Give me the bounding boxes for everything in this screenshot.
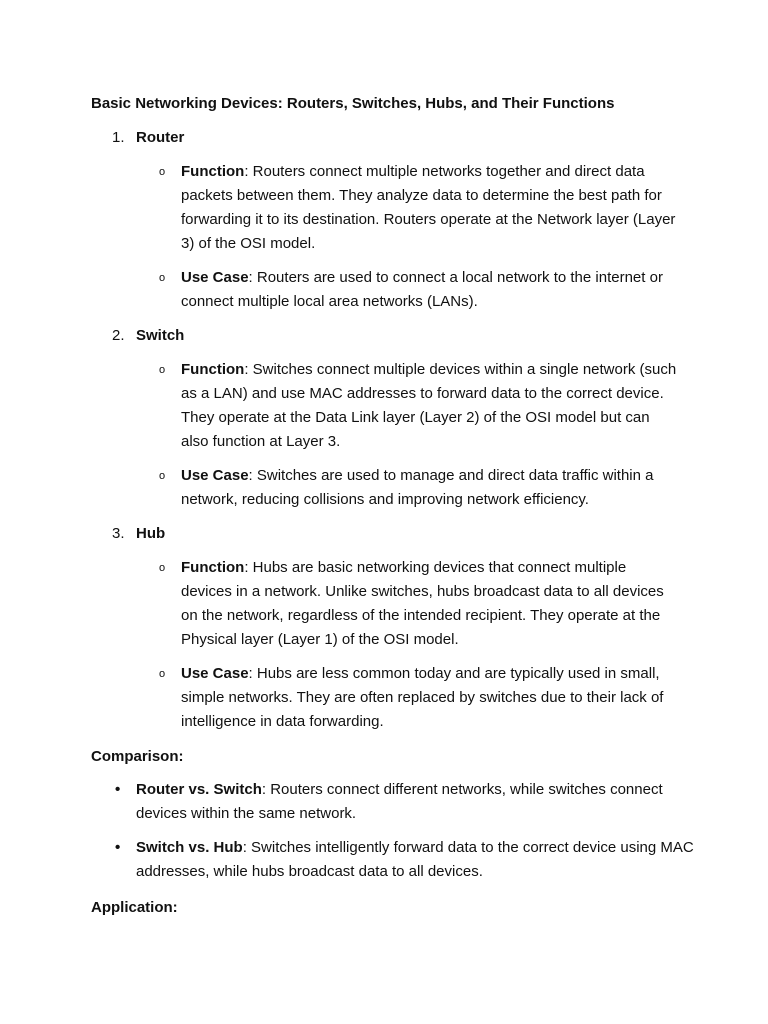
hub-function-item	[159, 556, 681, 652]
section-heading-switch	[112, 324, 184, 348]
router-function-item	[159, 160, 681, 256]
bullet-dot-icon: •	[115, 781, 121, 798]
hub-use-case-item	[159, 662, 681, 734]
item-term: Use Case	[181, 467, 249, 484]
comparison-router-vs-switch	[115, 778, 696, 826]
section-number: 3.	[112, 525, 125, 542]
section-name: Switch	[136, 327, 185, 344]
switch-function-item	[159, 358, 681, 454]
switch-use-case-item	[159, 464, 681, 512]
router-use-case-item	[159, 266, 681, 314]
item-text: : Hubs are basic networking devices that connect multiple devices in a network. Unlike switches, hubs broadcast data to all devices on the network, regardless of the intended recipient. They operate at the Physical layer (Layer 1) of the OSI model.	[181, 559, 664, 648]
comparison-heading: Comparison:	[91, 748, 184, 765]
item-text: : Switches connect multiple devices within a single network (such as a LAN) and use MAC addresses to forward data to the correct device. They operate at the Data Link layer (Layer 2) of the OSI model but can also function at Layer 3.	[181, 361, 677, 450]
item-text: : Routers connect different networks, while switches connect devices within the same network.	[136, 781, 663, 822]
item-text: : Switches intelligently forward data to the correct device using MAC addresses, while hubs broadcast data to all devices.	[136, 839, 694, 880]
circle-bullet-icon: o	[159, 668, 166, 680]
circle-bullet-icon: o	[159, 364, 166, 376]
application-heading: Application:	[91, 899, 178, 916]
item-text: : Switches are used to manage and direct data traffic within a network, reducing collisions and improving network efficiency.	[181, 467, 654, 508]
item-term: Function	[181, 163, 245, 180]
section-number: 1.	[112, 129, 125, 146]
item-term: Function	[181, 361, 245, 378]
section-heading-hub	[112, 522, 165, 546]
circle-bullet-icon: o	[159, 166, 166, 178]
item-text: : Routers connect multiple networks together and direct data packets between them. They analyze data to determine the best path for forwarding it to its destination. Routers operate at the Network layer (Layer 3) of the OSI model.	[181, 163, 676, 252]
item-text: : Hubs are less common today and are typically used in small, simple networks. They are often replaced by switches due to their lack of intelligence in data forwarding.	[181, 665, 664, 730]
section-name: Router	[136, 129, 185, 146]
comparison-switch-vs-hub	[115, 836, 696, 884]
item-term: Switch vs. Hub	[136, 839, 243, 856]
circle-bullet-icon: o	[159, 470, 166, 482]
item-term: Router vs. Switch	[136, 781, 262, 798]
document-title: Basic Networking Devices: Routers, Switches, Hubs, and Their Functions	[91, 95, 615, 112]
section-number: 2.	[112, 327, 125, 344]
circle-bullet-icon: o	[159, 562, 166, 574]
item-term: Function	[181, 559, 245, 576]
bullet-dot-icon: •	[115, 839, 121, 856]
item-term: Use Case	[181, 269, 249, 286]
section-name: Hub	[136, 525, 166, 542]
item-term: Use Case	[181, 665, 249, 682]
section-heading-router	[112, 126, 184, 150]
item-text: : Routers are used to connect a local network to the internet or connect multiple local area networks (LANs).	[181, 269, 663, 310]
circle-bullet-icon: o	[159, 272, 166, 284]
